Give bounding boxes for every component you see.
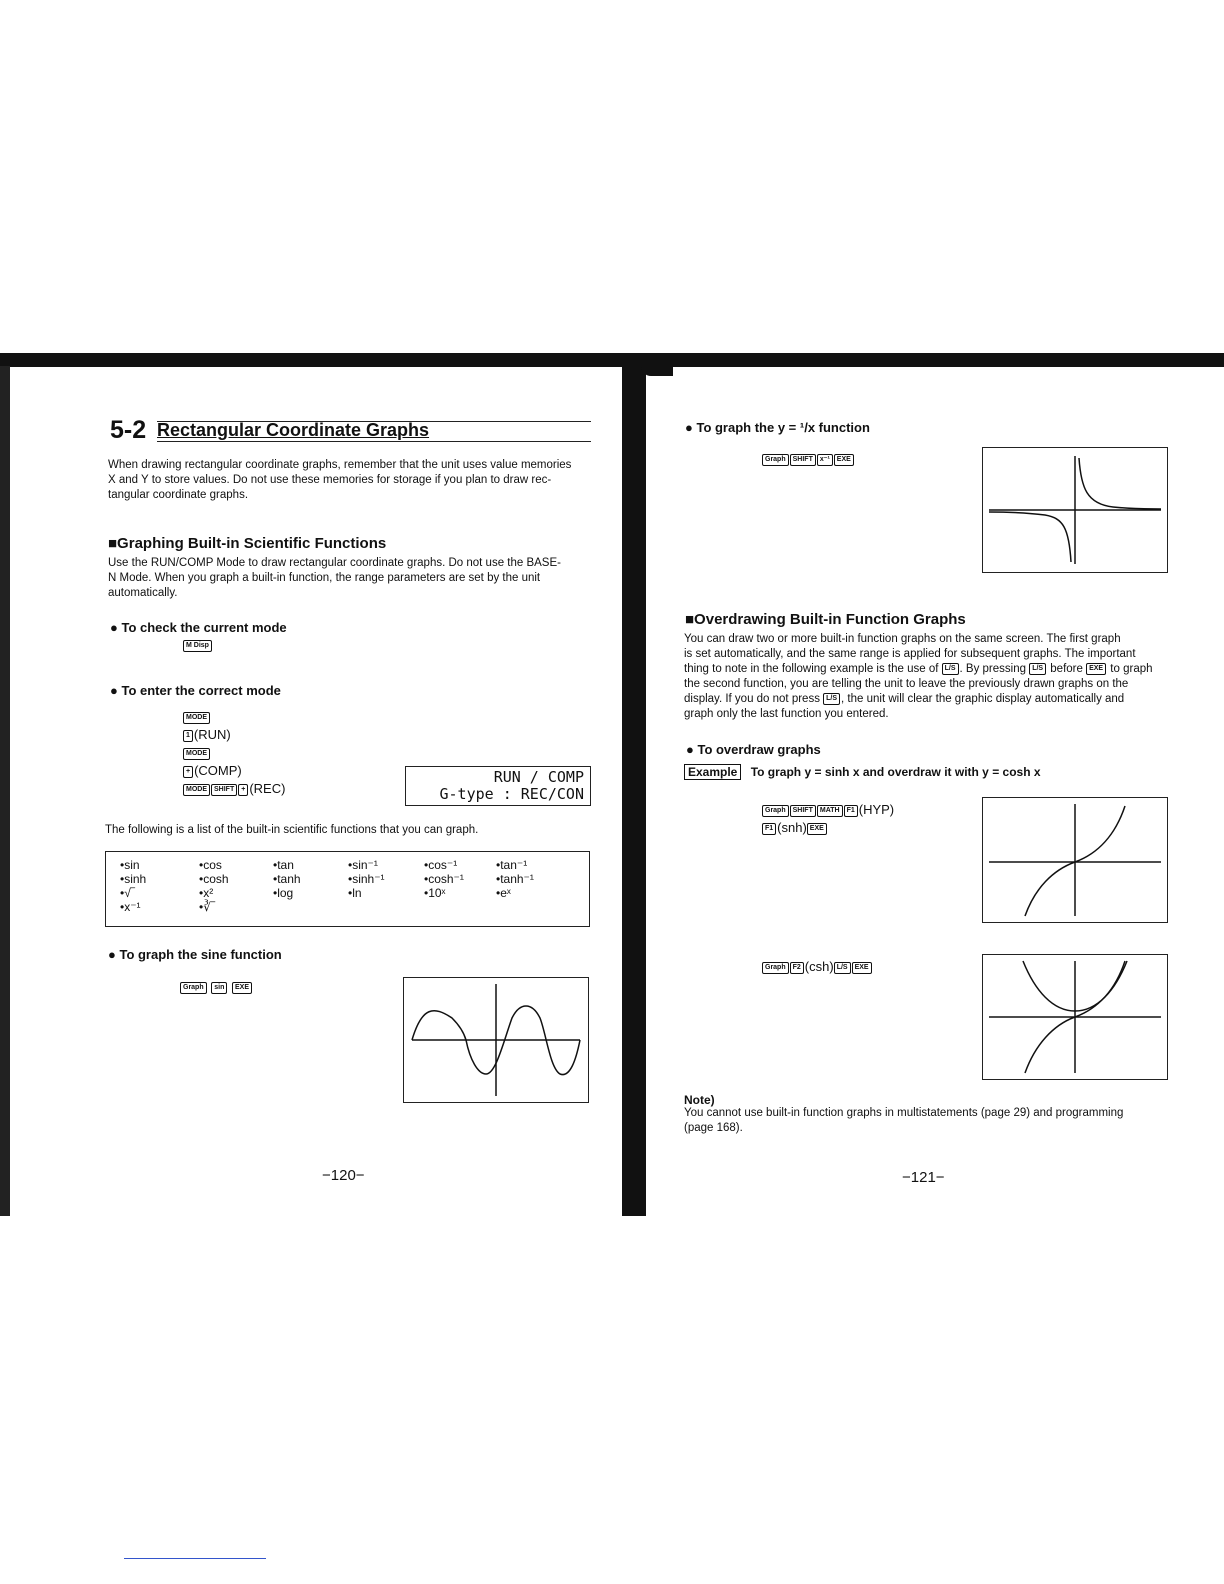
hyp-text: (HYP) bbox=[858, 802, 895, 817]
note-paragraph bbox=[684, 1106, 1169, 1136]
note-heading: Note) bbox=[684, 1093, 715, 1107]
step-2-text: (RUN) bbox=[193, 727, 231, 742]
fn-col-6 bbox=[496, 858, 534, 900]
key-exe: EXE bbox=[852, 962, 872, 974]
fn-col-2 bbox=[199, 858, 229, 914]
builtin-paragraph bbox=[108, 556, 593, 601]
key-shift: SHIFT bbox=[790, 454, 816, 466]
fn-10x: •10ˣ bbox=[424, 886, 446, 900]
snh-text: (snh) bbox=[777, 820, 807, 835]
builtin-line-1: Use the RUN/COMP Mode to draw rectangular coordinate graphs. Do not use the BASE- bbox=[108, 557, 561, 569]
fn-tan: •tan bbox=[273, 858, 294, 872]
page-top-border bbox=[0, 353, 1224, 367]
fn-square: •x² bbox=[199, 886, 214, 900]
reciprocal-curve-negative bbox=[989, 512, 1071, 562]
heading-sine-function: ● To graph the sine function bbox=[108, 947, 282, 962]
step-5-text: (REC) bbox=[249, 781, 286, 796]
lcd-line-1: RUN / COMP bbox=[493, 768, 584, 786]
fn-sin: •sin bbox=[120, 858, 140, 872]
key-plus: + bbox=[238, 784, 248, 796]
overdraw-paragraph bbox=[684, 632, 1168, 722]
overdraw-line-3d: to graph bbox=[1107, 663, 1153, 675]
note-line-1: You cannot use built-in function graphs in multistatements (page 29) and programming bbox=[684, 1107, 1124, 1119]
key-exe: EXE bbox=[232, 982, 252, 994]
key-lst: L/S bbox=[942, 663, 959, 675]
key-f1: F1 bbox=[762, 823, 776, 835]
reciprocal-curve-positive bbox=[1079, 458, 1161, 509]
overdraw-line-2: is set automatically, and the same range is applied for subsequent graphs. The important bbox=[684, 648, 1136, 660]
step-4-text: (COMP) bbox=[194, 763, 242, 778]
fn-atan: •tan⁻¹ bbox=[496, 858, 528, 872]
fn-reciprocal: •x⁻¹ bbox=[120, 900, 141, 914]
key-f2: F2 bbox=[790, 962, 804, 974]
key-exe: EXE bbox=[807, 823, 827, 835]
sine-graph bbox=[403, 977, 589, 1103]
overdraw-line-6: graph only the last function you entered. bbox=[684, 708, 889, 720]
overdraw-line-3a: thing to note in the following example is the use of bbox=[684, 663, 942, 675]
fn-atanh: •tanh⁻¹ bbox=[496, 872, 534, 886]
sine-keys bbox=[180, 978, 253, 996]
intro-line-1: When drawing rectangular coordinate graphs, remember that the unit uses value memories bbox=[108, 459, 572, 471]
enter-mode-step-2 bbox=[183, 726, 231, 744]
fn-tanh: •tanh bbox=[273, 872, 301, 886]
key-lst: L/S bbox=[1029, 663, 1046, 675]
key-lst: L/S bbox=[823, 693, 840, 705]
book-spine-curve bbox=[641, 366, 673, 376]
reciprocal-keys bbox=[762, 450, 855, 468]
builtin-line-3: automatically. bbox=[108, 587, 178, 599]
note-line-2: (page 168). bbox=[684, 1122, 743, 1134]
overdraw-line-5a: display. If you do not press bbox=[684, 693, 824, 705]
overdraw-line-5 bbox=[684, 692, 1168, 707]
intro-line-2: X and Y to store values. Do not use these memories for storage if you plan to draw rec- bbox=[108, 474, 552, 486]
enter-mode-step-4 bbox=[183, 762, 242, 780]
sinh-graph bbox=[982, 797, 1168, 923]
builtin-line-2: N Mode. When you graph a built-in function, the range parameters are set by the unit bbox=[108, 572, 541, 584]
intro-line-3: tangular coordinate graphs. bbox=[108, 489, 249, 501]
heading-graphing-builtin: ■Graphing Built-in Scientific Functions bbox=[108, 535, 387, 552]
fn-acosh: •cosh⁻¹ bbox=[424, 872, 464, 886]
overdraw-line-3 bbox=[684, 662, 1168, 677]
bottom-link-line bbox=[124, 1558, 266, 1559]
fn-asinh: •sinh⁻¹ bbox=[348, 872, 385, 886]
key-m-disp: M Disp bbox=[183, 640, 212, 652]
overdraw-line-1: You can draw two or more built-in function graphs on the same screen. The first graph bbox=[684, 633, 1121, 645]
key-1: 1 bbox=[183, 730, 193, 742]
heading-reciprocal-function: ● To graph the y = ¹/x function bbox=[685, 420, 870, 435]
key-graph: Graph bbox=[762, 805, 789, 817]
fn-log: •log bbox=[273, 886, 294, 900]
enter-mode-step-5 bbox=[183, 780, 285, 798]
left-page-number: −120− bbox=[322, 1167, 365, 1184]
overdraw-line-5b: , the unit will clear the graphic display automatically and bbox=[841, 693, 1125, 705]
fn-cosh: •cosh bbox=[199, 872, 229, 886]
example-2-keys bbox=[762, 958, 873, 976]
key-graph: Graph bbox=[762, 962, 789, 974]
fn-sqrt: •√‾ bbox=[120, 886, 135, 900]
reciprocal-graph bbox=[982, 447, 1168, 573]
heading-overdrawing: ■Overdrawing Built-in Function Graphs bbox=[685, 611, 966, 628]
key-exe: EXE bbox=[834, 454, 854, 466]
check-mode-keys bbox=[183, 636, 213, 654]
lcd-display bbox=[405, 766, 591, 806]
fn-ex: •eˣ bbox=[496, 886, 511, 900]
enter-mode-step-3 bbox=[183, 744, 211, 762]
overdraw-line-3c: before bbox=[1047, 663, 1087, 675]
cosh-overdraw-graph bbox=[982, 954, 1168, 1080]
example-tag: Example bbox=[684, 764, 741, 780]
section-title: Rectangular Coordinate Graphs bbox=[157, 420, 430, 440]
example-1-keys-line-2 bbox=[762, 819, 828, 837]
book-spine bbox=[622, 366, 646, 1216]
heading-overdraw-graphs: ● To overdraw graphs bbox=[686, 742, 821, 757]
fn-sinh: •sinh bbox=[120, 872, 147, 886]
key-mode: MODE bbox=[183, 712, 210, 724]
key-reciprocal: x⁻¹ bbox=[817, 454, 833, 466]
overdraw-line-4: the second function, you are telling the unit to leave the previously drawn graphs on the bbox=[684, 678, 1129, 690]
key-graph: Graph bbox=[762, 454, 789, 466]
fn-ln: •ln bbox=[348, 886, 362, 900]
fn-acos: •cos⁻¹ bbox=[424, 858, 458, 872]
key-math: MATH bbox=[817, 805, 843, 817]
fn-col-4 bbox=[348, 858, 385, 900]
heading-check-mode: ● To check the current mode bbox=[110, 620, 287, 635]
example-text: To graph y = sinh x and overdraw it with y = cosh x bbox=[750, 765, 1041, 779]
title-rule-top bbox=[157, 421, 591, 422]
functions-table bbox=[105, 851, 590, 927]
key-shift: SHIFT bbox=[211, 784, 237, 796]
right-page-number: −121− bbox=[902, 1169, 945, 1186]
fn-cube-root: •∛‾ bbox=[199, 900, 215, 914]
fn-cos: •cos bbox=[199, 858, 222, 872]
functions-list-intro: The following is a list of the built-in scientific functions that you can graph. bbox=[105, 824, 479, 836]
fn-col-3 bbox=[273, 858, 301, 900]
key-mode: MODE bbox=[183, 748, 210, 760]
lcd-line-2: G-type : REC/CON bbox=[439, 785, 584, 803]
key-f1: F1 bbox=[844, 805, 858, 817]
fn-col-1 bbox=[120, 858, 146, 914]
intro-paragraph bbox=[108, 458, 593, 503]
example-line bbox=[684, 765, 1041, 779]
left-page-edge bbox=[0, 366, 10, 1216]
title-rule-bottom bbox=[157, 441, 591, 442]
key-graph: Graph bbox=[180, 982, 207, 994]
key-shift: SHIFT bbox=[790, 805, 816, 817]
overdraw-line-3b: . By pressing bbox=[959, 663, 1030, 675]
key-plus: + bbox=[183, 766, 193, 778]
heading-enter-mode: ● To enter the correct mode bbox=[110, 683, 281, 698]
key-mode: MODE bbox=[183, 784, 210, 796]
csh-text: (csh) bbox=[804, 959, 834, 974]
enter-mode-step-1 bbox=[183, 708, 211, 726]
fn-col-5 bbox=[424, 858, 464, 900]
section-number: 5-2 bbox=[110, 416, 147, 444]
key-exe: EXE bbox=[1086, 663, 1106, 675]
key-lst: L/S bbox=[834, 962, 851, 974]
key-sin: sin bbox=[211, 982, 227, 994]
example-1-keys-line-1 bbox=[762, 801, 894, 819]
fn-asin: •sin⁻¹ bbox=[348, 858, 378, 872]
